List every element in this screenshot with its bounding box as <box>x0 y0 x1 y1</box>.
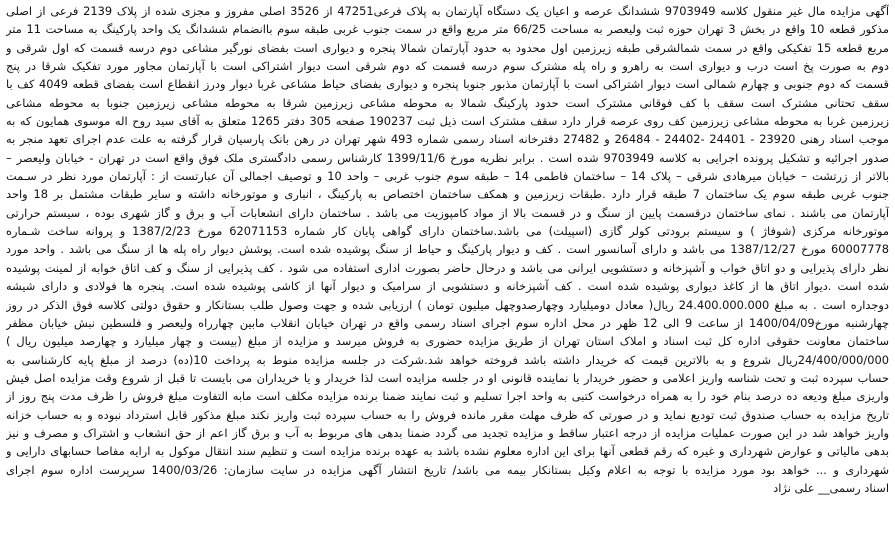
notice-line: قسمت که دوم جنوبی و چهارم شمالی است دیوار اشتراکی است با آپارتمان مذبور جنوبا پنجره و دیواری بفضای حیاط مشاعی غربا دیوار ودرز انقطاع است بفضای قطعه 4049 کف با <box>6 77 889 92</box>
notice-line: بالاتر از زرتشت – خیابان میرهادی شرقی – پلاک 14 – ساختمان فاطمی 14 – طبقه سوم جنوب غربی – واحد 10 و توصیف اجمالی آن عبارتست از : آپارتمان مورد نظر در سـمت <box>6 169 889 184</box>
notice-line: بدهی مالیاتی و عوارض شهرداری و غیره که رقم قطعی آنها برای این اداره معلوم نشده باشد به عهده برنده مزایده است و تنظیم سند انتقال موکول به ارایه مفاصا حسابهای دارایی و <box>6 444 889 459</box>
notice-line: نظر دارای پذیرایی و دو اتاق خواب و آشپزخانه و دستشویی ایرانی می باشد و درحال حاضر بصورت اداری استفاده می شود . کف پذیرایی از سنگ و کف اتاق خوابه از لمینت پوشیده <box>6 260 889 275</box>
notice-line: واریز خواهد شد در این صورت عملیات مزایده از درجه اعتبار ساقط و مزایده تجدید می گردد ضمنا بدهی های مربوط به آب و برق گاز اعم از حق انشعاب و اشتراک و مصرف و نیز <box>6 425 889 440</box>
notice-line: دوجداره است . به مبلغ 24.400.000.000 ریال( معادل دومیلیارد وچهارصدوچهل میلیون تومان ) ارزیابی شده و جهت وصول طلب بستانکار و حقوق دولتی کلاسه فوق الذکر در روز <box>6 297 889 312</box>
notice-line: ساختمان معاونت حقوقی اداره کل ثبت اسناد و املاک استان تهران از طریق مزایده حضوری به فروش میرسد و مزایده از مبلغ (بیست و چهار میلیارد و چهارصد میلیون ریال ) <box>6 334 889 349</box>
notice-line: شهرداری و ... خواهد بود مورد مزایده با توجه به اعلام وکیل بستانکار بیمه می باشد/ تاریخ انتشار آگهی مزایده در سایت سازمان: 1400/03/26 سرپرست اداره سوم اجرای <box>6 462 889 477</box>
notice-line: 60007778 مورخ 1387/12/27 می باشد و دارای آسانسور است . کف و دیوار پارکینگ و حیاط از سنگ پوشیده شده است. پوشش دیوار راه پله ها از سنگ می باشد . واحد مورد <box>6 242 889 257</box>
notice-line: مربع قطعه 15 تفکیکی واقع در سمت شمالشرقی طبقه زیرزمین اول محدود به حدود آپارتمان شمالا پنجره و دیواری است بفضای نورگیر مشاعی دوم درسه قسمت که اول شرقی و <box>6 40 889 55</box>
notice-line: حساب سپرده ثبت و تحت شناسه واریز اعلامی و حضور خریدار یا نماینده قانونی او در جلسه مزایده است لذا خریدار و یا خریداران می بایست تا قبل از شروع وقت مزایده اصل فیش <box>6 370 889 385</box>
notice-line: تاریخ مزایده به حساب صندوق ثبت تودیع نماید و در صورتی که ظرف مهلت مقرر مانده فروش را به حساب سپرده ثبت واریز نکند مبلغ مذکور قابل استرداد نبوده و به حساب خزانه <box>6 407 889 422</box>
notice-line: زیرزمین غربا به محوطه مشاعی زیرزمین کف روی عرصه قرار دارد سقف مشترک است ذیل ثبت 190237 صفحه 305 دفتر 1265 متعلق به آقای سید روح اله موسوی همایون که به <box>6 114 889 129</box>
notice-line: سقف تحتانی مشترک است سقف با کف فوقانی مشترک است حدود پارکینگ شمالا به محوطه مشاعی زیرزمین شرقا به محوطه مشاعی زیرزمین جنوبا به محوطه مشاعی <box>6 95 889 110</box>
notice-line: آپارتمان می باشند . نمای ساختمان درقسمت پایین از سنگ و در قسمت بالا از مواد کامپوزیت می باشد . ساختمان دارای انشعابات آب و برق و گاز شهری بوده ، سیستم حرارتی <box>6 205 889 220</box>
notice-line: 24/400/000/000ریال شروع و به بالاترین قیمت که خریدار داشته باشد فروخته خواهد شد.شرکت در جلسه مزایده منوط به پرداخت 10(ده) درصد از مبلغ پایه کارشناسی به <box>6 352 889 367</box>
notice-signature-line: اسناد رسمی__ علی نژاد <box>773 480 889 495</box>
notice-line: شده است .دیوار اتاق ها از کاغذ دیواری پوشیده شده است . کف آشپزخانه و دستشویی از سرامیک و دیوار آنها از کاشی پوشیده شده است. پنجره ها فولادی و دارای شیشه <box>6 279 889 294</box>
notice-line: موجب اسناد رهنی 23920 - 24401 -24402 - 26484 و 27482 دفترخانه اسناد رسمی شماره 493 شهر تهران در رهن بانک پارسیان قرار گرفته به علت عدم اجرای تعهد منجر به <box>6 132 889 147</box>
notice-line: چهارشنبه مورخ1400/04/09 از ساعت 9 الی 12 ظهر در محل اداره سوم اجرای اسناد رسمی واقع در تهران خیابان انقلاب مابین چهارراه ولیعصر و فلسطین نبش خیابان مظفر <box>6 315 889 330</box>
notice-line: دوم به صورت پخ است درب و دیواری است به راهرو و راه پله مشترک سوم درسه قسمت که دوم شرقی است دیوار اشتراکی است با آپارتمان مجاور مورد تفکیک شرقا در پنج <box>6 59 889 74</box>
notice-line: موتورخانه مرکزی (شوفاژ ) و سیستم برودتی کولر گازی (اسپیلت) می باشد.ساختمان دارای گواهی پایان کار شماره 62071153 مورخ 1387/2/23 و پروانه ساخت شـماره <box>6 224 889 239</box>
notice-line: آگهی مزایده مال غیر منقول کلاسه 9703949 ششدانگ عرصه و اعیان یک دستگاه آپارتمان به پلاک فرعی47251 از 3526 اصلی مفروز و مجزی شده از پلاک 2139 فرعی از اصلی <box>6 4 889 18</box>
notice-line: واریزی مبلغ ودیعه ده درصد بنام خود را به همراه درخواست کتبی به واحد اجرا تسلیم و ثبت نمایند ضمنا برنده مزایده مکلف است مابه التفاوت مبلغ فروش را ظرف مدت پنج روز از <box>6 389 889 404</box>
notice-line: مذکور قطعه 10 واقع در بخش 3 تهران حوزه ثبت ولیعصر به مساحت 66/25 متر مربع واقع در سمت جنوب غربی طبقه سوم باانضمام ششدانگ یک واحد پارکینگ به مساحت 11 متر <box>6 22 889 37</box>
notice-line: جنوب غربی طبقه سوم یک ساختمان 7 طبقه قرار دارد .طبقات زیرزمین و همکف ساختمان اختصاص به پارکینگ ، انباری و موتورخانه داشته و سایر طبقات مشتمل بر 18 واحد <box>6 187 889 202</box>
notice-line: صدور اجرائیه و تشکیل پرونده اجرایی به کلاسه 9703949 شده است . برابر نظریه مورخ 1399/11/6 کارشناس رسمی دادگستری ملک فوق واقع است در تهران - خیابان ولیعصر – <box>6 150 889 165</box>
